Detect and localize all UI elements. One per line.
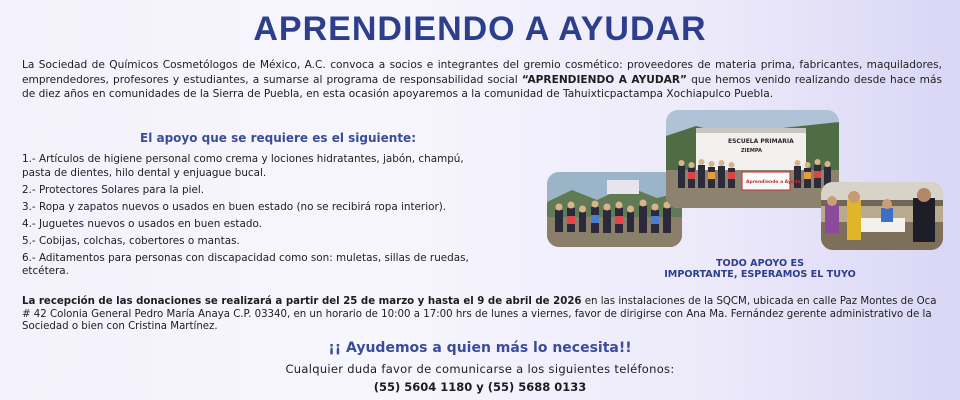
contact-phones: (55) 5604 1180 y (55) 5688 0133 xyxy=(373,380,587,394)
photo-children-group xyxy=(547,172,682,247)
reception-paragraph xyxy=(22,296,942,334)
support-note xyxy=(640,258,880,280)
support-note-line2: IMPORTANTE, ESPERAMOS EL TUYO xyxy=(664,269,856,280)
support-note-line1: TODO APOYO ES xyxy=(716,258,804,269)
intro-text-part2: que hemos venido realizando desde hace más de diez años en comunidades de la Sierra de Puebla, en esta ocasión apoyaremos a la comunidad de Tahuixticpactampa Xochiapulco Puebla. xyxy=(22,73,943,100)
requirement-item: 3.- Ropa y zapatos nuevos o usados en buen estado (no se recibirá ropa interior). xyxy=(22,200,447,213)
requirement-item: 6.- Aditamentos para personas con discapacidad como son: muletas, sillas de ruedas, etcétera. xyxy=(22,251,469,278)
requirements-list xyxy=(22,153,492,283)
requirement-item: 2.- Protectores Solares para la piel. xyxy=(22,183,205,196)
reception-dates: La recepción de las donaciones se realizará a partir del 25 de marzo y hasta el 9 de abril de 2026 xyxy=(22,296,582,307)
page-title: APRENDIENDO A AYUDAR xyxy=(253,10,707,48)
requirement-item: 1.- Artículos de higiene personal como crema y lociones hidratantes, jabón, champú, pasta de dientes, hilo dental y enjuague bucal. xyxy=(22,153,464,179)
requirements-heading: El apoyo que se requiere es el siguiente: xyxy=(140,131,416,145)
requirement-item: 4.- Juguetes nuevos o usados en buen estado. xyxy=(22,217,262,230)
requirement-item: 5.- Cobijas, colchas, cobertores o mantas. xyxy=(22,234,240,247)
photo-volunteers xyxy=(821,182,943,250)
intro-text-part1: La Sociedad de Químicos Cosmetólogos de México, A.C. convoca a socios e integrantes del gremio cosmético: proveedores de materia prima, fabricantes, maquiladores, emprendedores, profesores y estudiantes, a sumarse al programa de responsabilidad social xyxy=(22,59,942,86)
program-name: “APRENDIENDO A AYUDAR” xyxy=(521,73,688,86)
school-sign-text: ESCUELA PRIMARIA xyxy=(728,138,794,145)
contact-text: Cualquier duda favor de comunicarse a los siguientes teléfonos: xyxy=(285,362,675,376)
school-sign-text-2: ZIEMPA xyxy=(741,148,762,154)
call-to-action: ¡¡ Ayudemos a quien más lo necesita!! xyxy=(328,340,632,356)
intro-paragraph xyxy=(22,58,942,102)
banner-text: Aprendiendo a Ayudar xyxy=(746,180,803,185)
reception-details: en las instalaciones de la SQCM, ubicada en calle Paz Montes de Oca # 42 Colonia General Pedro María Anaya C.P. 03340, en un horario de 10:00 a 17:00 hrs de lunes a viernes, favor de dirigirse con Ana Ma. Fernández gerente administrativo de la Sociedad o bien con Cristina Martínez. xyxy=(22,296,937,332)
photo-school-group xyxy=(666,110,839,208)
